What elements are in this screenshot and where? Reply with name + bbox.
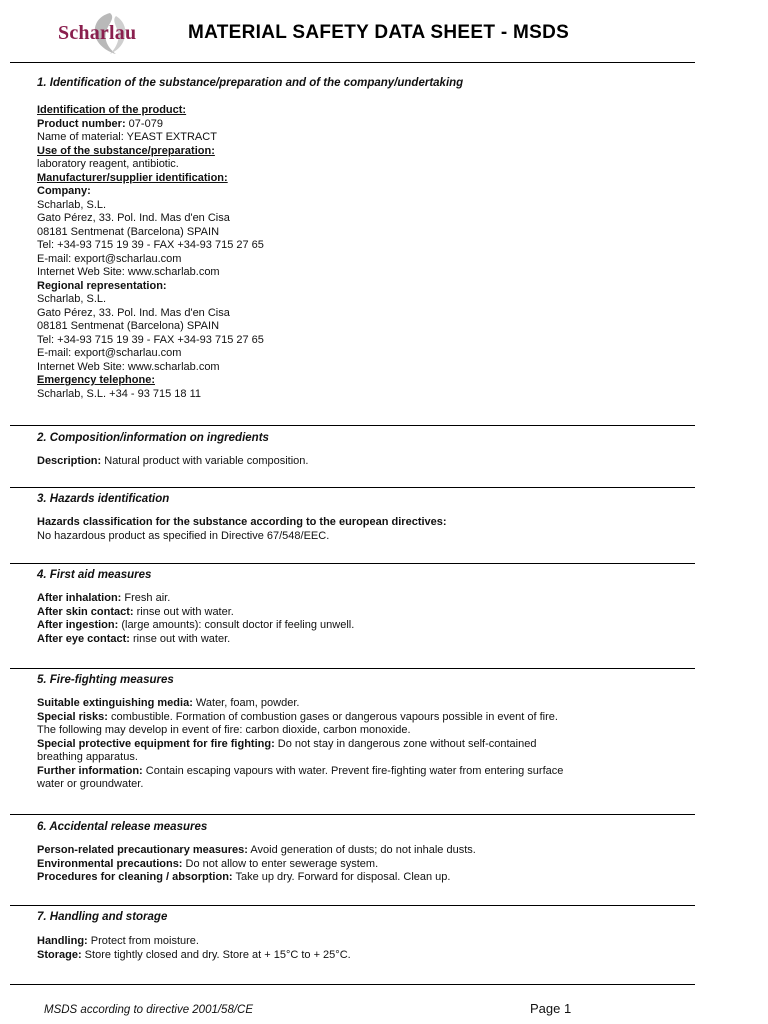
further-info-value-2: water or groundwater. [37, 778, 144, 790]
footer-divider [10, 984, 695, 985]
regional-line: Gato Pérez, 33. Pol. Ind. Mas d'en Cisa [37, 306, 230, 319]
section-5-heading: 5. Fire-fighting measures [37, 674, 174, 686]
protective-equipment-value-2: breathing apparatus. [37, 751, 138, 763]
regional-line: Tel: +34-93 715 19 39 - FAX +34-93 715 27 65 [37, 333, 264, 346]
further-info-value: Contain escaping vapours with water. Prevent fire-fighting water from entering surface [142, 764, 564, 777]
further-info-label: Further information: [37, 764, 143, 777]
manufacturer-label: Manufacturer/supplier identification: [37, 171, 228, 184]
hazard-class-value: No hazardous product as specified in Directive 67/548/EEC. [37, 529, 330, 542]
first-aid-value: (large amounts): consult doctor if feeling unwell. [118, 619, 355, 631]
section-5-body [37, 697, 687, 792]
special-risks-value: combustible. Formation of combustion gases or dangerous vapours possible in event of fire. [107, 710, 558, 723]
release-measure-value: Avoid generation of dusts; do not inhale dusts. [247, 844, 476, 856]
protective-equipment-label: Special protective equipment for fire fighting: [37, 737, 275, 750]
storage-label: Storage: [37, 948, 82, 961]
first-aid-value: Fresh air. [121, 592, 171, 604]
section-2-body [37, 455, 687, 469]
regional-label: Regional representation: [37, 279, 167, 292]
first-aid-label: After eye contact: [37, 632, 130, 645]
section-1-body [37, 104, 687, 401]
extinguishing-media-label: Suitable extinguishing media: [37, 697, 193, 709]
use-value: laboratory reagent, antibiotic. [37, 158, 179, 170]
section-3-heading: 3. Hazards identification [37, 493, 170, 505]
regional-line: 08181 Sentmenat (Barcelona) SPAIN [37, 320, 220, 332]
release-measure-value: Take up dry. Forward for disposal. Clean up. [232, 871, 451, 883]
company-line: Scharlab, S.L. [37, 198, 107, 211]
section-divider [10, 425, 695, 426]
logo-text: Scharlau [58, 22, 137, 44]
release-measure-label: Procedures for cleaning / absorption: [37, 871, 233, 883]
hazard-class-label: Hazards classification for the substance according to the european directives: [37, 516, 447, 528]
product-number-value: 07-079 [125, 117, 163, 130]
description-label: Description: [37, 455, 102, 467]
material-name: Name of material: YEAST EXTRACT [37, 131, 217, 143]
release-measure-value: Do not allow to enter sewerage system. [182, 857, 379, 870]
emergency-value: Scharlab, S.L. +34 - 93 715 18 11 [37, 387, 201, 400]
handling-label: Handling: [37, 935, 88, 947]
regional-line: E-mail: export@scharlau.com [37, 347, 182, 359]
section-6-heading: 6. Accidental release measures [37, 821, 208, 833]
company-line: E-mail: export@scharlau.com [37, 252, 182, 265]
section-6-body [37, 844, 687, 885]
first-aid-label: After ingestion: [37, 619, 119, 631]
release-measure-label: Person-related precautionary measures: [37, 844, 248, 856]
section-1-heading: 1. Identification of the substance/preparation and of the company/undertaking [37, 77, 464, 89]
section-7-heading: 7. Handling and storage [37, 911, 168, 923]
company-line: 08181 Sentmenat (Barcelona) SPAIN [37, 225, 220, 238]
first-aid-label: After skin contact: [37, 605, 134, 618]
protective-equipment-value: Do not stay in dangerous zone without self-contained [274, 737, 537, 750]
company-logo [58, 8, 168, 60]
description-value: Natural product with variable composition. [101, 455, 309, 467]
storage-value: Store tightly closed and dry. Store at + 15°C to + 25°C. [81, 948, 351, 961]
section-divider [10, 563, 695, 564]
special-risks-value-2: The following may develop in event of fire: carbon dioxide, carbon monoxide. [37, 724, 411, 736]
emergency-label: Emergency telephone: [37, 374, 155, 386]
company-line: Gato Pérez, 33. Pol. Ind. Mas d'en Cisa [37, 212, 230, 224]
section-4-heading: 4. First aid measures [37, 569, 152, 581]
use-label: Use of the substance/preparation: [37, 144, 215, 157]
company-label: Company: [37, 185, 91, 197]
extinguishing-media-value: Water, foam, powder. [192, 697, 300, 709]
page-number: Page 1 [530, 1001, 572, 1016]
section-3-body [37, 516, 687, 543]
section-2-heading: 2. Composition/information on ingredients [37, 432, 269, 444]
release-measure-label: Environmental precautions: [37, 857, 183, 870]
special-risks-label: Special risks: [37, 710, 108, 723]
product-number-label: Product number: [37, 117, 126, 130]
first-aid-value: rinse out with water. [129, 632, 231, 645]
id-product-label: Identification of the product: [37, 104, 187, 116]
section-7-body [37, 935, 687, 962]
section-4-body [37, 592, 687, 646]
first-aid-value: rinse out with water. [133, 605, 234, 618]
section-divider [10, 905, 695, 906]
section-divider [10, 668, 695, 669]
regional-line: Scharlab, S.L. [37, 293, 107, 305]
footer-directive: MSDS according to directive 2001/58/CE [44, 1004, 254, 1016]
regional-line: Internet Web Site: www.scharlab.com [37, 360, 220, 373]
section-divider [10, 814, 695, 815]
document-title: MATERIAL SAFETY DATA SHEET - MSDS [188, 22, 570, 43]
header-divider [10, 62, 695, 63]
handling-value: Protect from moisture. [87, 935, 199, 947]
company-line: Internet Web Site: www.scharlab.com [37, 266, 220, 278]
company-line: Tel: +34-93 715 19 39 - FAX +34-93 715 27 65 [37, 239, 264, 251]
section-divider [10, 487, 695, 488]
first-aid-label: After inhalation: [37, 592, 122, 604]
